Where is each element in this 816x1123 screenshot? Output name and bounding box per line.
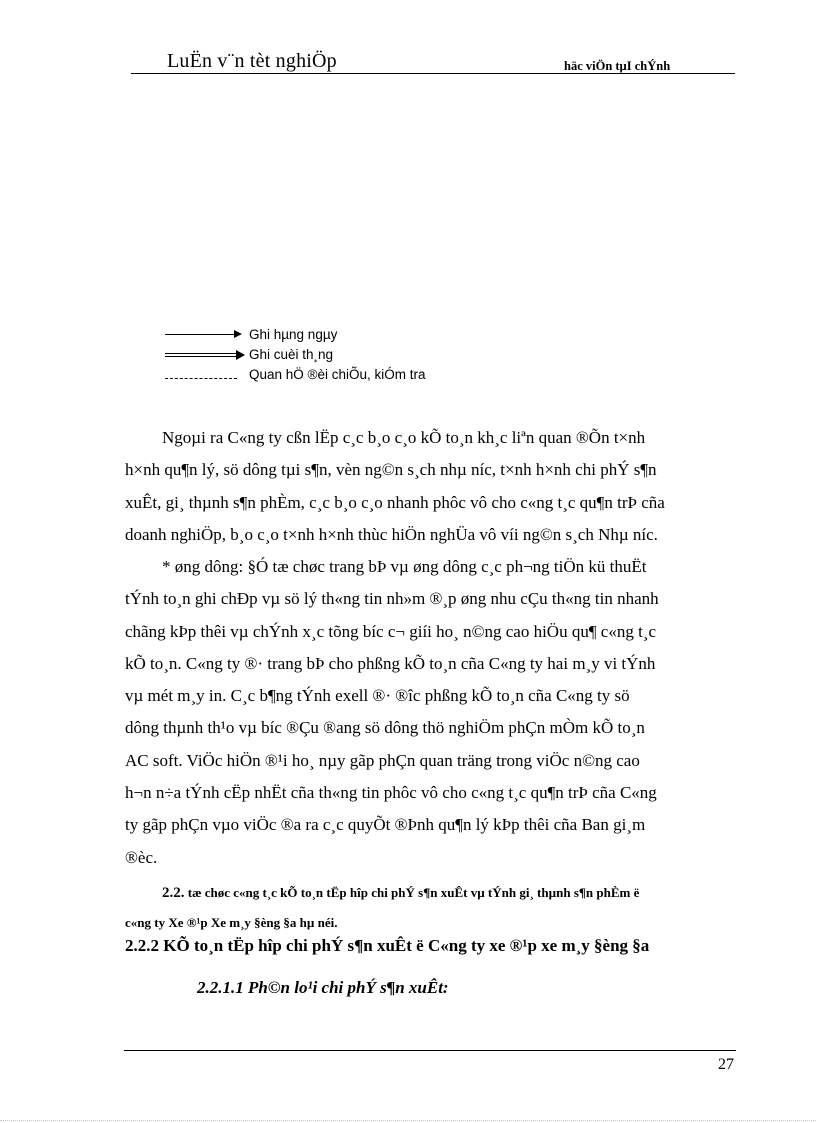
section-2-2-line2: c«ng ty Xe ®¹p Xe m¸y §èng §a hµ néi.	[125, 915, 338, 930]
text-line: ®èc.	[125, 847, 158, 867]
dashed-line-icon	[165, 378, 237, 379]
section-2-2-2-heading: 2.2.2 KÕ to¸n tËp hîp chi phÝ s¶n xuÊt ë C«ng ty xe ®¹p xe m¸y §èng §a	[125, 936, 650, 955]
text-line: h×nh qu¶n lý, sö dông tµi s¶n, vèn ng©n s¸ch nhµ níc, t×nh h×nh chi phÝ s¶n	[125, 460, 657, 480]
text-line: ty gãp phÇn vµo viÖc ®a ra c¸c quyÕt ®Þnh qu¶n lý kÞp thêi cña Ban gi¸m	[125, 815, 646, 835]
section-title: tæ chøc c«ng t¸c kÕ to¸n tËp hîp chi phÝ s¶n xuÊt vµ tÝnh gi¸ thµnh s¶n phÈm ë	[184, 885, 640, 900]
single-arrow-icon	[165, 334, 235, 335]
double-arrow-icon	[165, 353, 237, 357]
section-2-2-1-1-heading: 2.2.1.1 Ph©n lo¹i chi phÝ s¶n xuÊt:	[197, 978, 449, 997]
text-line: Ngoµi ra C«ng ty cßn lËp c¸c b¸o c¸o kÕ to¸n kh¸c liªn quan ®Õn t×nh	[162, 428, 646, 447]
page-bottom-border	[0, 1120, 816, 1121]
text-line: doanh nghiÖp, b¸o c¸o t×nh h×nh thùc hiÖn nghÜa vô víi ng©n s¸ch Nhµ níc.	[125, 524, 658, 544]
legend-label: Quan hÖ ®èi chiÕu, kiÓm tra	[249, 367, 426, 382]
text-line: chãng kÞp thêi vµ chÝnh x¸c tõng bíc c¬ giíi ho¸ n©ng cao hiÖu qu¶ c«ng t¸c	[125, 621, 657, 641]
section-2-2-line1	[125, 878, 737, 908]
header-title: LuËn v¨n tèt nghiÖp	[167, 50, 337, 72]
text-line: * øng dông: §Ó tæ chøc trang bÞ vµ øng dông c¸c ph¬ng tiÖn kü thuËt	[162, 557, 647, 576]
paragraph-reports	[125, 422, 737, 551]
header-institution: häc viÖn tµI chÝnh	[564, 59, 671, 73]
paragraph-application	[125, 551, 737, 874]
page-number: 27	[718, 1056, 734, 1073]
text-line: tÝnh to¸n ghi chÐp vµ sö lý th«ng tin nh»m ®¸p øng nhu cÇu th«ng tin nhanh	[125, 589, 659, 609]
section-number: 2.2.	[162, 885, 185, 901]
text-line: dông thµnh th¹o vµ bíc ®Çu ®ang sö dông thö nghiÖm phÇn mÒm kÕ to¸n	[125, 718, 645, 738]
legend-label: Ghi hµng ngµy	[249, 327, 338, 342]
text-line: AC soft. ViÖc hiÖn ®¹i ho¸ nµy gãp phÇn quan träng trong viÖc n©ng cao	[125, 750, 640, 770]
section-2-2-heading	[125, 878, 737, 938]
text-line: vµ mét m¸y in. C¸c b¶ng tÝnh exell ®· ®îc phßng kÕ to¸n cña C«ng ty sö	[125, 686, 630, 706]
text-line: kÕ to¸n. C«ng ty ®· trang bÞ cho phßng kÕ to¸n cña C«ng ty hai m¸y vi tÝnh	[125, 653, 656, 673]
text-line: h¬n n÷a tÝnh cËp nhËt cña th«ng tin phôc vô cho c«ng t¸c qu¶n trÞ cña C«ng	[125, 783, 657, 803]
footer-rule	[124, 1050, 736, 1051]
legend-label: Ghi cuèi th¸ng	[249, 347, 334, 362]
header-rule	[131, 73, 735, 74]
text-line: xuÊt, gi¸ thµnh s¶n phÈm, c¸c b¸o c¸o nhanh phôc vô cho c«ng t¸c qu¶n trÞ cña	[125, 492, 665, 512]
